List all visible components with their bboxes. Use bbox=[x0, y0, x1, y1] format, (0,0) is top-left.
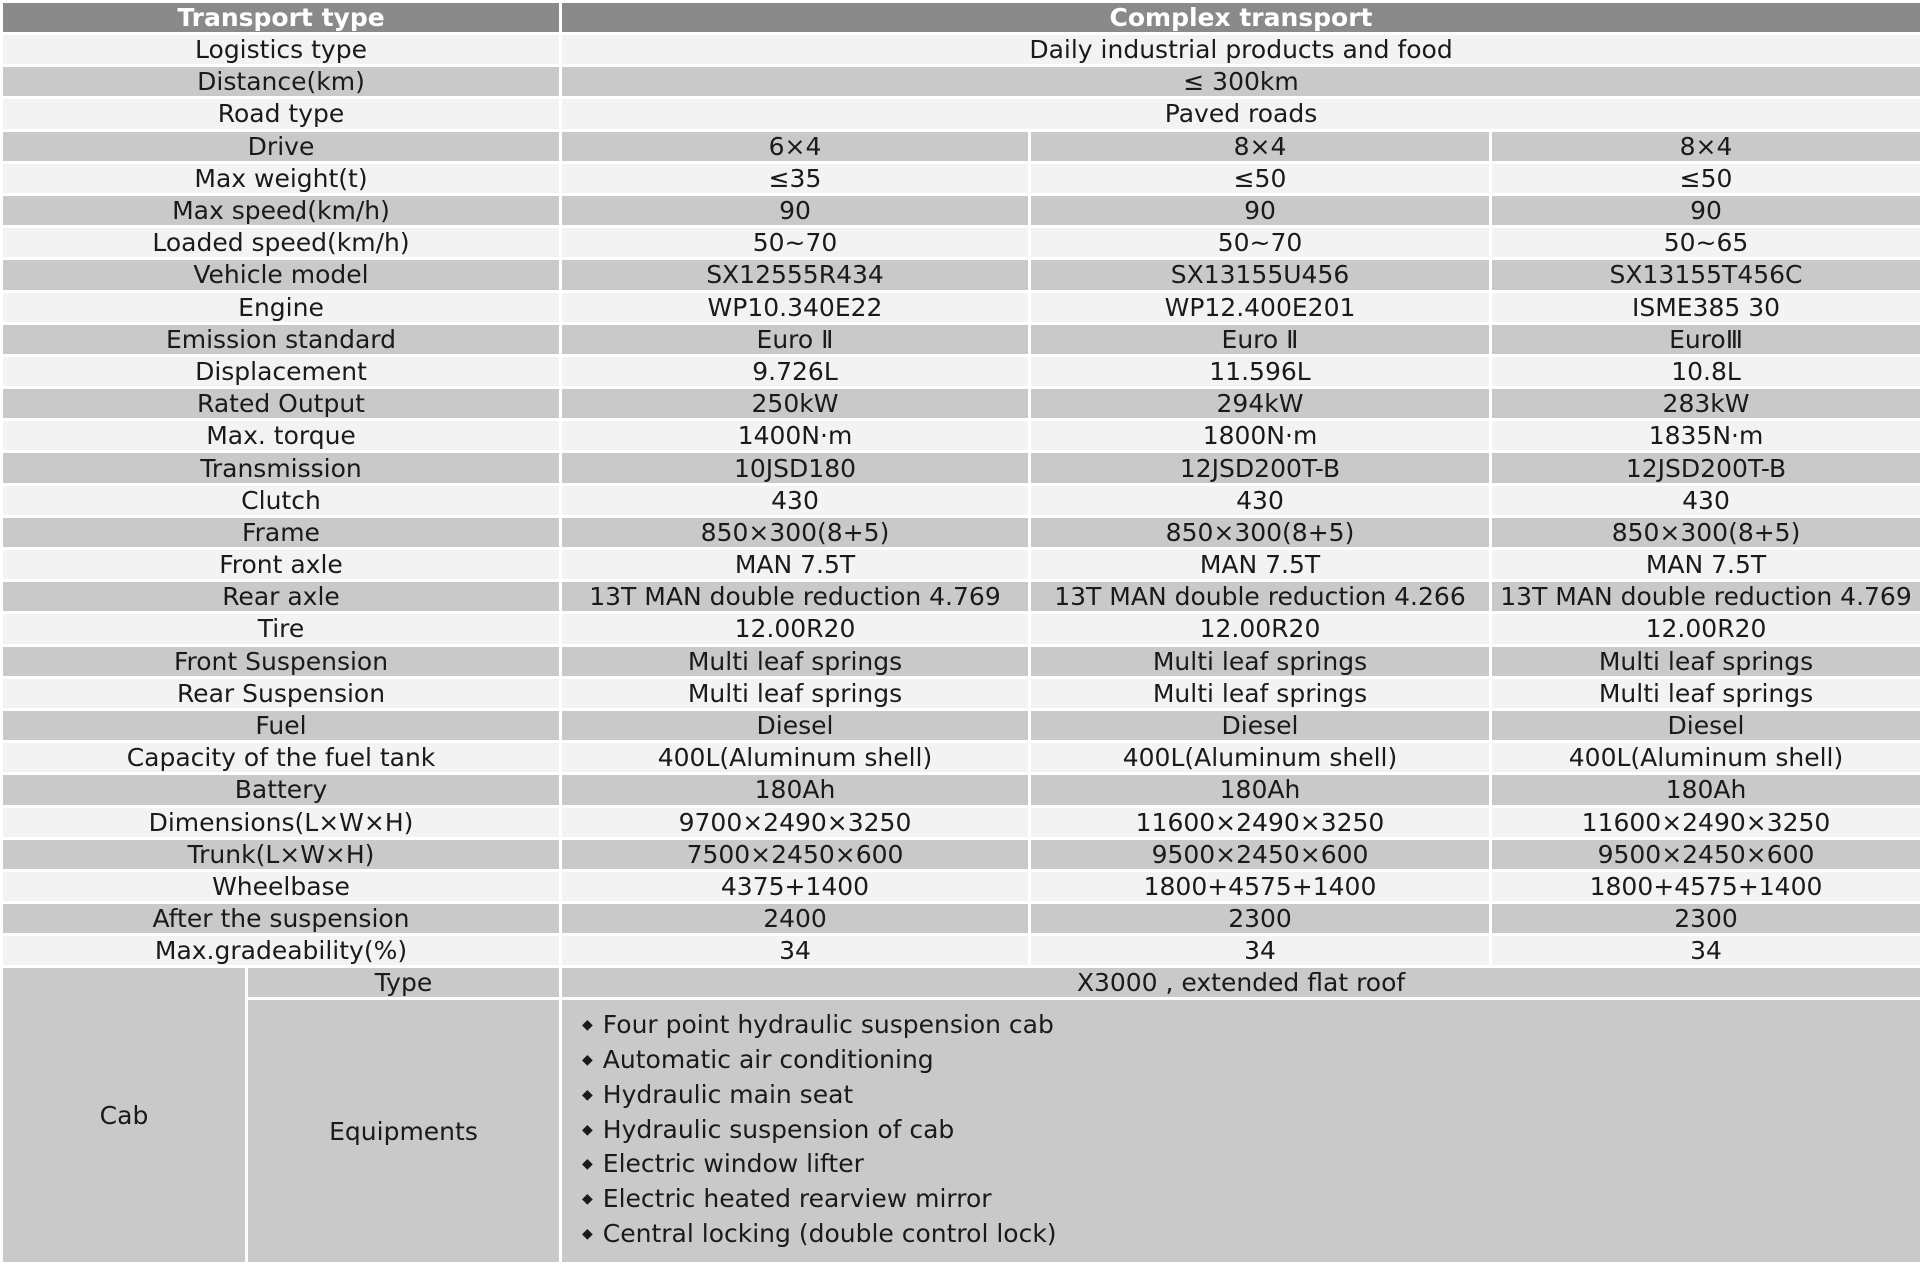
table-row bbox=[2, 66, 1920, 98]
spec-value-model-2: WP12.400E201 bbox=[1030, 291, 1491, 323]
row-label: Max.gradeability(%) bbox=[2, 935, 561, 967]
row-value: Daily industrial products and food bbox=[561, 34, 1920, 66]
table-row bbox=[2, 227, 1920, 259]
equipment-item-text: Central locking (double control lock) bbox=[602, 1218, 1057, 1248]
spec-value-model-3: ≤50 bbox=[1491, 162, 1920, 194]
spec-value-model-3: 12JSD200T-B bbox=[1491, 452, 1920, 484]
spec-value-model-2: 34 bbox=[1030, 935, 1491, 967]
cab-type-row bbox=[2, 967, 1920, 999]
table-row bbox=[2, 130, 1920, 162]
equipment-item bbox=[582, 1045, 1920, 1080]
spec-value-model-1: Multi leaf springs bbox=[561, 645, 1030, 677]
spec-value-model-2: 1800+4575+1400 bbox=[1030, 870, 1491, 902]
row-label: Vehicle model bbox=[2, 259, 561, 291]
spec-value-model-1: Multi leaf springs bbox=[561, 677, 1030, 709]
spec-value-model-2: ≤50 bbox=[1030, 162, 1491, 194]
table-row bbox=[2, 935, 1920, 967]
spec-value-model-2: Diesel bbox=[1030, 709, 1491, 741]
spec-value-model-3: 90 bbox=[1491, 194, 1920, 226]
transport-type-value: Complex transport bbox=[561, 2, 1920, 34]
spec-value-model-3: 2300 bbox=[1491, 903, 1920, 935]
equipment-item bbox=[582, 1149, 1920, 1184]
table-row bbox=[2, 291, 1920, 323]
spec-value-model-1: WP10.340E22 bbox=[561, 291, 1030, 323]
equipment-item-text: Electric heated rearview mirror bbox=[602, 1183, 992, 1213]
spec-value-model-3: 34 bbox=[1491, 935, 1920, 967]
spec-value-model-2: 294kW bbox=[1030, 388, 1491, 420]
table-row bbox=[2, 613, 1920, 645]
row-label: Trunk(L×W×H) bbox=[2, 838, 561, 870]
row-label: Front axle bbox=[2, 549, 561, 581]
row-label: Rear Suspension bbox=[2, 677, 561, 709]
table-row bbox=[2, 34, 1920, 66]
spec-value-model-1: 10JSD180 bbox=[561, 452, 1030, 484]
row-value: ≤ 300km bbox=[561, 66, 1920, 98]
table-row bbox=[2, 484, 1920, 516]
spec-value-model-3: 50~65 bbox=[1491, 227, 1920, 259]
spec-value-model-2: 11600×2490×3250 bbox=[1030, 806, 1491, 838]
table-row bbox=[2, 581, 1920, 613]
spec-value-model-3: 10.8L bbox=[1491, 355, 1920, 387]
spec-value-model-2: 180Ah bbox=[1030, 774, 1491, 806]
equipment-item bbox=[582, 1080, 1920, 1115]
table-row bbox=[2, 742, 1920, 774]
spec-value-model-1: 7500×2450×600 bbox=[561, 838, 1030, 870]
row-label: Clutch bbox=[2, 484, 561, 516]
spec-value-model-3: Diesel bbox=[1491, 709, 1920, 741]
row-label: Drive bbox=[2, 130, 561, 162]
spec-value-model-1: Diesel bbox=[561, 709, 1030, 741]
row-label: Rear axle bbox=[2, 581, 561, 613]
row-label: Max speed(km/h) bbox=[2, 194, 561, 226]
spec-value-model-3: 9500×2450×600 bbox=[1491, 838, 1920, 870]
table-row bbox=[2, 709, 1920, 741]
spec-value-model-2: 430 bbox=[1030, 484, 1491, 516]
spec-value-model-2: 8×4 bbox=[1030, 130, 1491, 162]
row-label: Frame bbox=[2, 516, 561, 548]
row-label: Max. torque bbox=[2, 420, 561, 452]
spec-value-model-2: 9500×2450×600 bbox=[1030, 838, 1491, 870]
row-label: Logistics type bbox=[2, 34, 561, 66]
equipment-item bbox=[582, 1010, 1920, 1045]
spec-value-model-3: 1835N·m bbox=[1491, 420, 1920, 452]
spec-value-model-3: Multi leaf springs bbox=[1491, 677, 1920, 709]
row-label: Rated Output bbox=[2, 388, 561, 420]
spec-value-model-1: 6×4 bbox=[561, 130, 1030, 162]
equipment-item-text: Hydraulic suspension of cab bbox=[602, 1114, 955, 1144]
spec-value-model-1: 90 bbox=[561, 194, 1030, 226]
table-row bbox=[2, 806, 1920, 838]
spec-value-model-2: Multi leaf springs bbox=[1030, 645, 1491, 677]
cab-label: Cab bbox=[2, 967, 247, 1264]
row-label: Road type bbox=[2, 98, 561, 130]
cab-equipment-row bbox=[2, 999, 1920, 1264]
row-label: Max weight(t) bbox=[2, 162, 561, 194]
row-label: Wheelbase bbox=[2, 870, 561, 902]
spec-value-model-2: 11.596L bbox=[1030, 355, 1491, 387]
table-row bbox=[2, 420, 1920, 452]
table-row bbox=[2, 645, 1920, 677]
spec-value-model-1: 12.00R20 bbox=[561, 613, 1030, 645]
table-row bbox=[2, 677, 1920, 709]
equipment-item-text: Electric window lifter bbox=[602, 1149, 864, 1179]
cab-equipment-label: Equipments bbox=[247, 999, 561, 1264]
spec-value-model-1: 2400 bbox=[561, 903, 1030, 935]
table-row bbox=[2, 259, 1920, 291]
spec-value-model-3: ISME385 30 bbox=[1491, 291, 1920, 323]
spec-value-model-3: SX13155T456C bbox=[1491, 259, 1920, 291]
spec-value-model-3: EuroⅢ bbox=[1491, 323, 1920, 355]
equipment-item-text: Automatic air conditioning bbox=[602, 1045, 934, 1075]
spec-value-model-2: 90 bbox=[1030, 194, 1491, 226]
spec-value-model-3: 13T MAN double reduction 4.769 bbox=[1491, 581, 1920, 613]
spec-value-model-2: 12.00R20 bbox=[1030, 613, 1491, 645]
spec-value-model-3: Multi leaf springs bbox=[1491, 645, 1920, 677]
spec-value-model-1: 9700×2490×3250 bbox=[561, 806, 1030, 838]
spec-value-model-2: SX13155U456 bbox=[1030, 259, 1491, 291]
table-row bbox=[2, 838, 1920, 870]
spec-value-model-3: 850×300(8+5) bbox=[1491, 516, 1920, 548]
spec-value-model-1: 9.726L bbox=[561, 355, 1030, 387]
spec-value-model-1: 34 bbox=[561, 935, 1030, 967]
spec-value-model-2: 1800N·m bbox=[1030, 420, 1491, 452]
spec-value-model-2: 2300 bbox=[1030, 903, 1491, 935]
cab-equipment-list-cell bbox=[561, 999, 1920, 1264]
row-label: Fuel bbox=[2, 709, 561, 741]
spec-value-model-1: 13T MAN double reduction 4.769 bbox=[561, 581, 1030, 613]
row-label: Battery bbox=[2, 774, 561, 806]
table-row bbox=[2, 549, 1920, 581]
transport-type-label: Transport type bbox=[2, 2, 561, 34]
spec-value-model-2: Euro Ⅱ bbox=[1030, 323, 1491, 355]
row-label: After the suspension bbox=[2, 903, 561, 935]
table-row bbox=[2, 870, 1920, 902]
equipment-item bbox=[582, 1184, 1920, 1219]
row-label: Front Suspension bbox=[2, 645, 561, 677]
equipment-item bbox=[582, 1115, 1920, 1150]
spec-value-model-1: 850×300(8+5) bbox=[561, 516, 1030, 548]
spec-value-model-2: 50~70 bbox=[1030, 227, 1491, 259]
header-row bbox=[2, 2, 1920, 34]
spec-value-model-3: 12.00R20 bbox=[1491, 613, 1920, 645]
row-label: Distance(km) bbox=[2, 66, 561, 98]
spec-value-model-3: 430 bbox=[1491, 484, 1920, 516]
spec-value-model-1: 180Ah bbox=[561, 774, 1030, 806]
spec-value-model-2: 400L(Aluminum shell) bbox=[1030, 742, 1491, 774]
spec-value-model-2: MAN 7.5T bbox=[1030, 549, 1491, 581]
spec-value-model-2: 850×300(8+5) bbox=[1030, 516, 1491, 548]
row-label: Dimensions(L×W×H) bbox=[2, 806, 561, 838]
spec-value-model-1: 50~70 bbox=[561, 227, 1030, 259]
table-row bbox=[2, 903, 1920, 935]
spec-value-model-3: 180Ah bbox=[1491, 774, 1920, 806]
spec-value-model-3: 283kW bbox=[1491, 388, 1920, 420]
row-label: Engine bbox=[2, 291, 561, 323]
spec-value-model-1: SX12555R434 bbox=[561, 259, 1030, 291]
table-row bbox=[2, 388, 1920, 420]
equipment-item-text: Hydraulic main seat bbox=[602, 1079, 854, 1109]
table-row bbox=[2, 774, 1920, 806]
spec-value-model-1: 430 bbox=[561, 484, 1030, 516]
table-row bbox=[2, 194, 1920, 226]
table-row bbox=[2, 452, 1920, 484]
spec-value-model-3: 1800+4575+1400 bbox=[1491, 870, 1920, 902]
spec-value-model-2: 12JSD200T-B bbox=[1030, 452, 1491, 484]
row-label: Transmission bbox=[2, 452, 561, 484]
table-row bbox=[2, 98, 1920, 130]
spec-value-model-1: 4375+1400 bbox=[561, 870, 1030, 902]
spec-value-model-3: MAN 7.5T bbox=[1491, 549, 1920, 581]
table-row bbox=[2, 323, 1920, 355]
spec-value-model-3: 8×4 bbox=[1491, 130, 1920, 162]
spec-value-model-2: 13T MAN double reduction 4.266 bbox=[1030, 581, 1491, 613]
spec-value-model-1: 1400N·m bbox=[561, 420, 1030, 452]
equipment-item-text: Four point hydraulic suspension cab bbox=[602, 1010, 1054, 1040]
cab-type-value: X3000 , extended flat roof bbox=[561, 967, 1920, 999]
spec-value-model-1: 400L(Aluminum shell) bbox=[561, 742, 1030, 774]
row-label: Capacity of the fuel tank bbox=[2, 742, 561, 774]
spec-value-model-3: 11600×2490×3250 bbox=[1491, 806, 1920, 838]
spec-value-model-2: Multi leaf springs bbox=[1030, 677, 1491, 709]
equipment-item bbox=[582, 1219, 1920, 1254]
table-row bbox=[2, 162, 1920, 194]
cab-type-label: Type bbox=[247, 967, 561, 999]
table-row bbox=[2, 355, 1920, 387]
spec-table-body bbox=[2, 2, 1920, 1264]
row-label: Emission standard bbox=[2, 323, 561, 355]
spec-value-model-1: ≤35 bbox=[561, 162, 1030, 194]
row-value: Paved roads bbox=[561, 98, 1920, 130]
spec-value-model-1: MAN 7.5T bbox=[561, 549, 1030, 581]
spec-value-model-3: 400L(Aluminum shell) bbox=[1491, 742, 1920, 774]
spec-value-model-1: 250kW bbox=[561, 388, 1030, 420]
equipment-list bbox=[582, 1010, 1920, 1253]
spec-value-model-1: Euro Ⅱ bbox=[561, 323, 1030, 355]
row-label: Loaded speed(km/h) bbox=[2, 227, 561, 259]
row-label: Tire bbox=[2, 613, 561, 645]
row-label: Displacement bbox=[2, 355, 561, 387]
table-row bbox=[2, 516, 1920, 548]
